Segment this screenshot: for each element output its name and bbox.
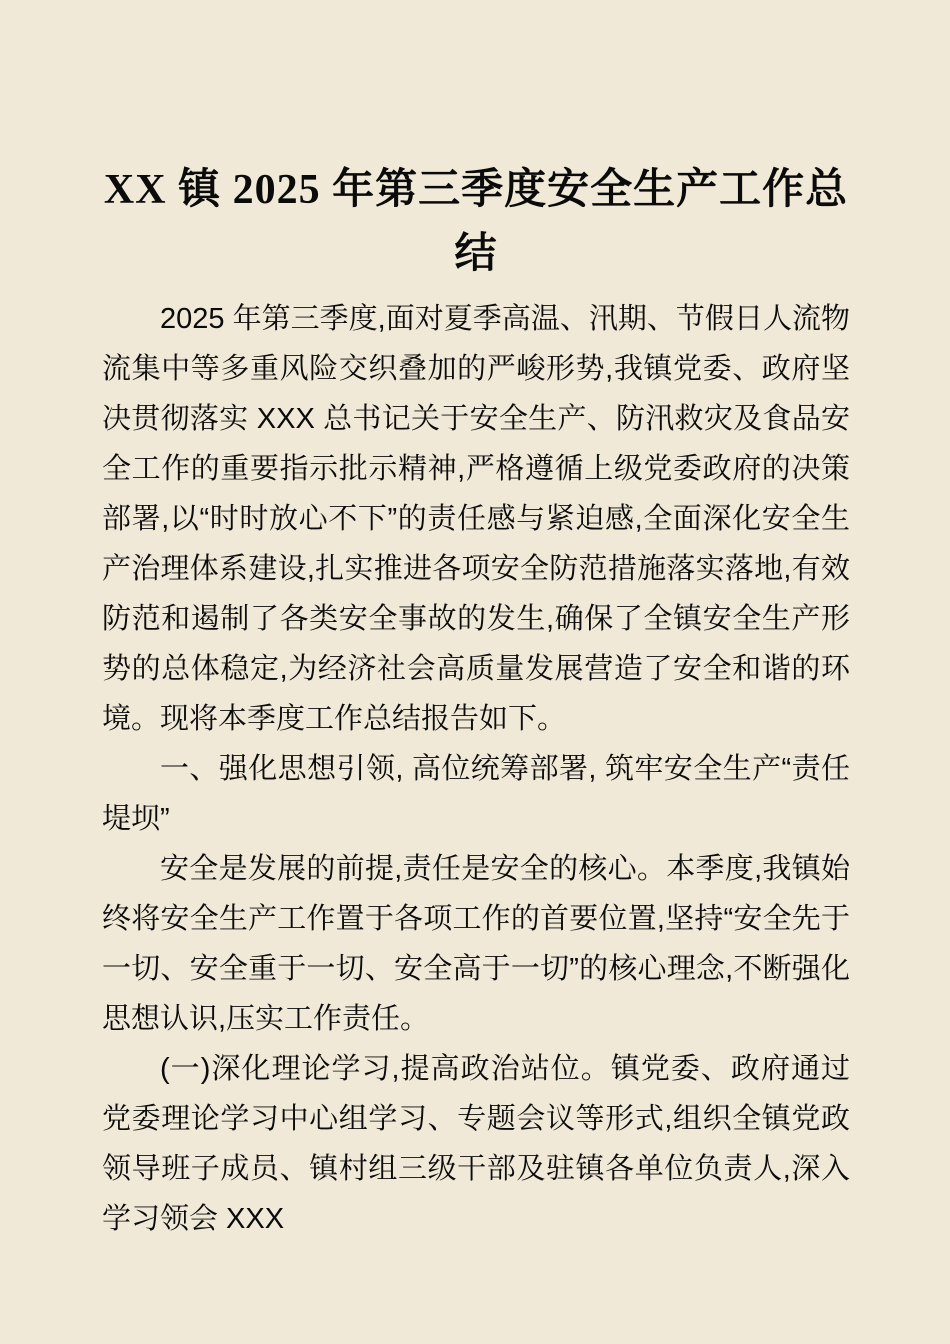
- body-paragraph: 安全是发展的前提,责任是安全的核心。本季度,我镇始终将安全生产工作置于各项工作的首要位置,坚持“安全先于一切、安全重于一切、安全高于一切”的核心理念,不断强化思想认识,压实工作责任。: [102, 853, 850, 1035]
- body-paragraph-truncated: (一)深化理论学习,提高政治站位。镇党委、政府通过党委理论学习中心组学习、专题会议等形式,组织全镇党政领导班子成员、镇村组三级干部及驻镇各单位负责人,深入学习领会 XXX: [102, 1053, 850, 1235]
- intro-paragraph: 2025 年第三季度,面对夏季高温、汛期、节假日人流物流集中等多重风险交织叠加的严峻形势,我镇党委、政府坚决贯彻落实 XXX 总书记关于安全生产、防汛救灾及食品安全工作的重要指示批示精神,严格遵循上级党委政府的决策部署,以“时时放心不下”的责任感与紧迫感,全面深化安全生产治理体系建设,扎实推进各项安全防范措施落实落地,有效防范和遏制了各类安全事故的发生,确保了全镇安全生产形势的总体稳定,为经济社会高质量发展营造了安全和谐的环境。现将本季度工作总结报告如下。: [102, 303, 850, 735]
- section-heading-1: 一、强化思想引领, 高位统筹部署, 筑牢安全生产“责任堤坝”: [102, 753, 850, 835]
- document-title: XX 镇 2025 年第三季度安全生产工作总结: [103, 167, 849, 277]
